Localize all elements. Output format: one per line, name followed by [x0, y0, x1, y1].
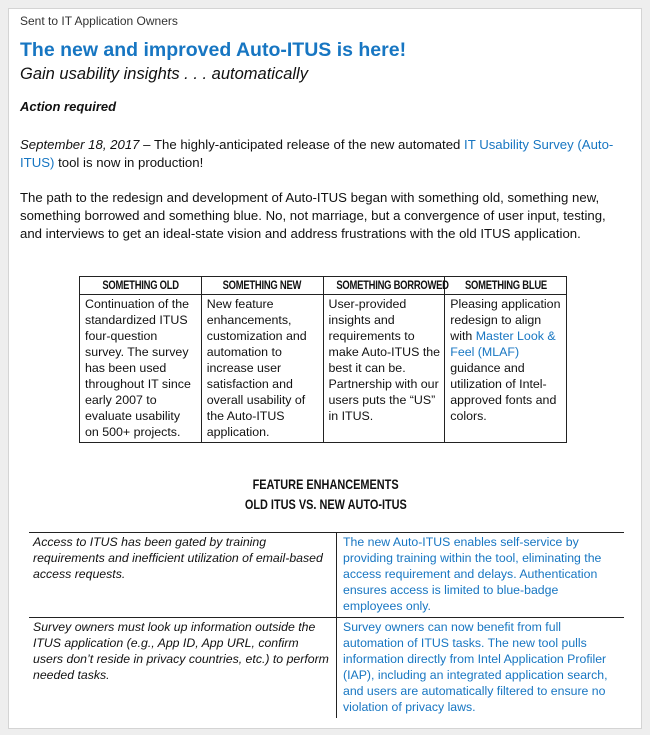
auto-itus-link[interactable]: IT Usability Survey (Auto-ITUS) — [20, 137, 614, 170]
page-subtitle: Gain usability insights . . . automatically — [20, 65, 308, 83]
mlaf-link[interactable]: Master Look & Feel (MLAF) — [450, 329, 556, 359]
intro-text-before: – The highly-anticipated release of the new automated — [139, 137, 465, 152]
header-something-blue: SOMETHING BLUE — [445, 277, 567, 295]
new-itus-cell: The new Auto-ITUS enables self-service by providing training within the tool, eliminating the access requirement and delays. Authentication ensures access is limited to blue-badge employees only. — [337, 533, 625, 618]
intro-paragraph — [20, 136, 620, 172]
comparison-row — [29, 618, 624, 719]
comparison-table — [29, 532, 624, 718]
sent-to-label: Sent to IT Application Owners — [20, 14, 178, 28]
background-paragraph: The path to the redesign and development of Auto-ITUS began with something old, something new, something borrowed and something blue. No, not marriage, but a convergence of user input, testing, and interviews to get an ideal-state vision and address frustrations with the old ITUS application. — [20, 190, 606, 241]
header-something-old: SOMETHING OLD — [80, 277, 202, 295]
release-date: September 18, 2017 — [20, 137, 140, 152]
cell-something-new: New feature enhancements, customization and automation to increase user satisfaction and overall usability of the Auto-ITUS application. — [201, 295, 323, 443]
new-itus-cell: Survey owners can now benefit from full automation of ITUS tasks. The new tool pulls information directly from Intel Application Profiler (IAP), including an integrated application search, and users are automatically filtered to ensure no violation of privacy laws. — [337, 618, 625, 719]
cell-something-blue: Pleasing application redesign to align with Master Look & Feel (MLAF) guidance and utilization of Intel-approved fonts and colors. — [445, 295, 567, 443]
cell-something-borrowed: User-provided insights and requirements to make Auto-ITUS the best it can be. Partnership with our users puts the “US” in ITUS. — [323, 295, 445, 443]
comparison-row — [29, 533, 624, 618]
newsletter-card — [8, 8, 642, 729]
features-title: FEATURE ENHANCEMENTS — [252, 476, 400, 492]
header-something-borrowed: SOMETHING BORROWED — [323, 277, 445, 295]
action-required-label: Action required — [20, 99, 117, 114]
intro-text-after: tool is now in production! — [54, 155, 204, 170]
something-table — [79, 276, 567, 443]
old-itus-cell: Survey owners must look up information outside the ITUS application (e.g., App ID, App URL, confirm users don’t reside in privacy countries, etc.) to perform needed tasks. — [29, 618, 337, 719]
page-title: The new and improved Auto-ITUS is here! — [20, 39, 407, 61]
old-itus-cell: Access to ITUS has been gated by training requirements and inefficient utilization of email-based access requests. — [29, 533, 337, 618]
cell-something-old: Continuation of the standardized ITUS four-question survey. The survey has been used throughout IT since early 2007 to evaluate usability on 500+ projects. — [80, 295, 202, 443]
header-something-new: SOMETHING NEW — [201, 277, 323, 295]
features-subtitle: OLD ITUS VS. NEW AUTO-ITUS — [245, 496, 407, 512]
